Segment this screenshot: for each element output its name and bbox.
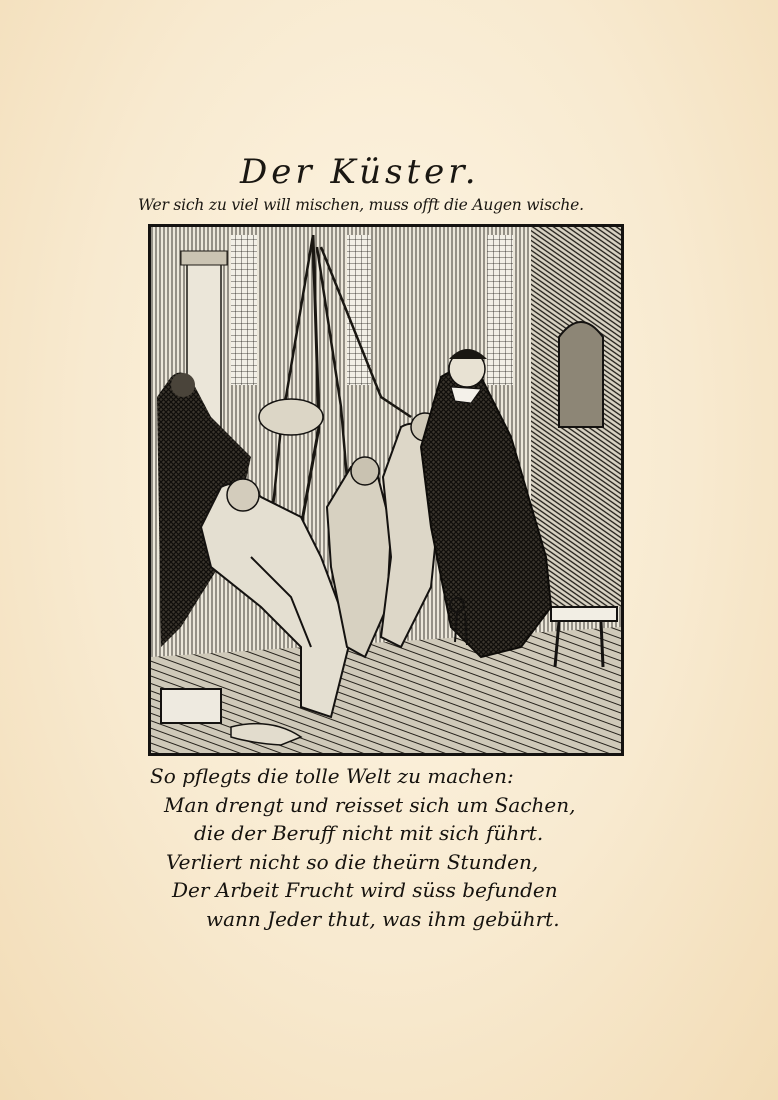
verse-line: Der Arbeit Frucht wird süss befunden	[172, 878, 558, 902]
page-title: Der Küster.	[240, 152, 480, 192]
verse-line: Verliert nicht so die theürn Stunden,	[166, 849, 539, 874]
verse-line: Man drengt und reisset sich um Sachen,	[164, 792, 576, 817]
motto-line: Wer sich zu viel will mischen, muss offt die Augen wische.	[138, 196, 584, 214]
verse-block	[150, 762, 640, 942]
engraving-illustration	[151, 227, 621, 753]
verse-line: wann Jeder thut, was ihm gebührt.	[206, 906, 560, 931]
engraving-plate	[148, 224, 624, 756]
verse-line: die der Beruff nicht mit sich führt.	[194, 821, 544, 845]
verse-line: So pflegts die tolle Welt zu machen:	[150, 764, 514, 788]
